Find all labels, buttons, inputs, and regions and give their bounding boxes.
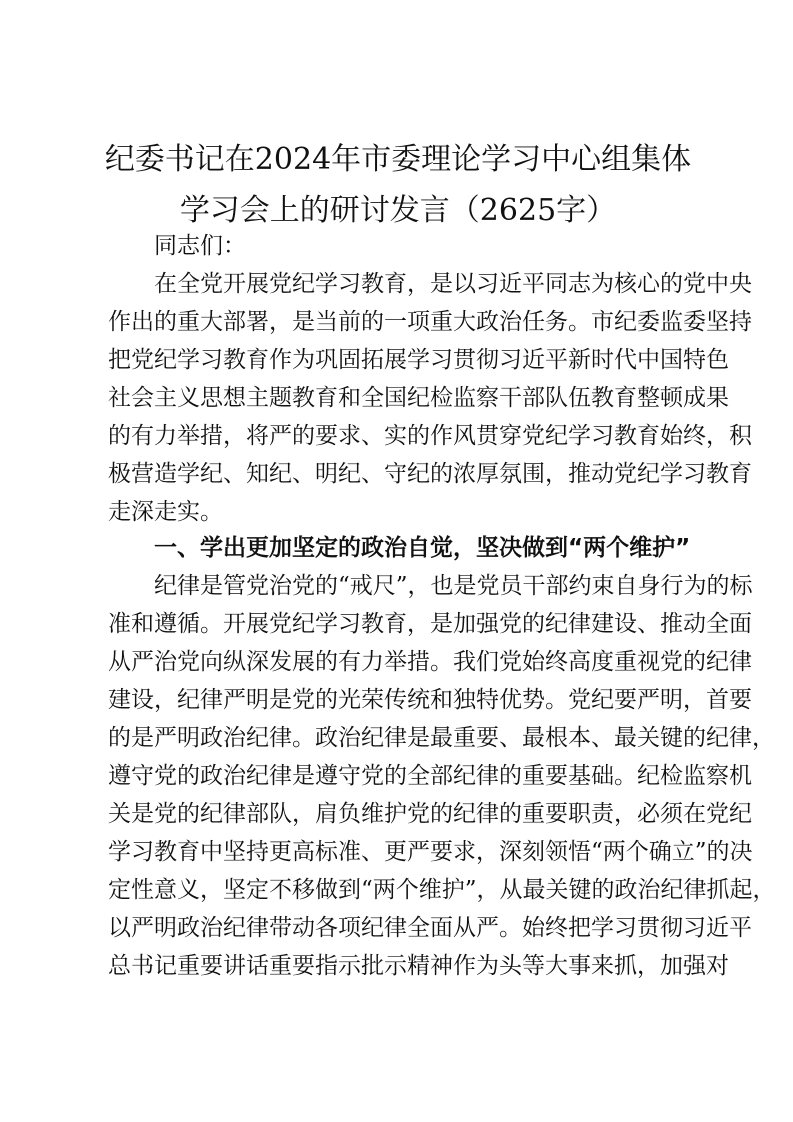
document-title <box>100 134 696 236</box>
text-line: 作出的重大部署，是当前的一项重大政治任务。市纪委监委坚持 <box>108 309 752 335</box>
text-line: 极营造学纪、知纪、明纪、守纪的浓厚氛围，推动党纪学习教育 <box>108 461 752 487</box>
text-line: 学习教育中坚持更高标准、更严要求，深刻领悟“两个确立”的决 <box>108 839 753 865</box>
text-line: 走深走实。 <box>108 499 223 525</box>
text-line: 的有力举措，将严的要求、实的作风贯穿党纪学习教育始终，积 <box>108 423 752 449</box>
text-line: 准和遵循。开展党纪学习教育，是加强党的纪律建设、推动全面 <box>108 611 752 637</box>
text-line: 纪律是管党治党的“戒尺”，也是党员干部约束自身行为的标 <box>154 573 753 599</box>
text-line: 关是党的纪律部队，肩负维护党的纪律的重要职责，必须在党纪 <box>108 801 752 827</box>
section-heading: 一、学出更加坚定的政治自觉，坚决做到“两个维护” <box>154 535 691 561</box>
title-line-1: 纪委书记在2024年市委理论学习中心组集体 <box>104 142 692 177</box>
paragraph-1 <box>108 265 752 531</box>
document-body <box>108 227 776 985</box>
text-line: 的是严明政治纪律。政治纪律是最重要、最根本、最关键的纪律， <box>108 725 775 751</box>
text-line: 从严治党向纵深发展的有力举措。我们党始终高度重视党的纪律 <box>108 649 752 675</box>
text-line: 社会主义思想主题教育和全国纪检监察干部队伍教育整顿成果 <box>108 385 729 411</box>
text-line: 定性意义，坚定不移做到“两个维护”，从最关键的政治纪律抓起， <box>108 877 776 903</box>
text-line: 在全党开展党纪学习教育，是以习近平同志为核心的党中央 <box>154 271 752 297</box>
text-line: 建设，纪律严明是党的光荣传统和独特优势。党纪要严明，首要 <box>108 687 752 713</box>
salutation: 同志们： <box>154 233 246 259</box>
title-line-2: 学习会上的研讨发言（2625字） <box>179 193 617 228</box>
text-line: 总书记重要讲话重要指示批示精神作为头等大事来抓，加强对 <box>108 953 729 979</box>
text-line: 把党纪学习教育作为巩固拓展学习贯彻习近平新时代中国特色 <box>108 347 729 373</box>
text-line: 以严明政治纪律带动各项纪律全面从严。始终把学习贯彻习近平 <box>108 915 752 941</box>
paragraph-2 <box>108 567 776 985</box>
text-line: 遵守党的政治纪律是遵守党的全部纪律的重要基础。纪检监察机 <box>108 763 752 789</box>
